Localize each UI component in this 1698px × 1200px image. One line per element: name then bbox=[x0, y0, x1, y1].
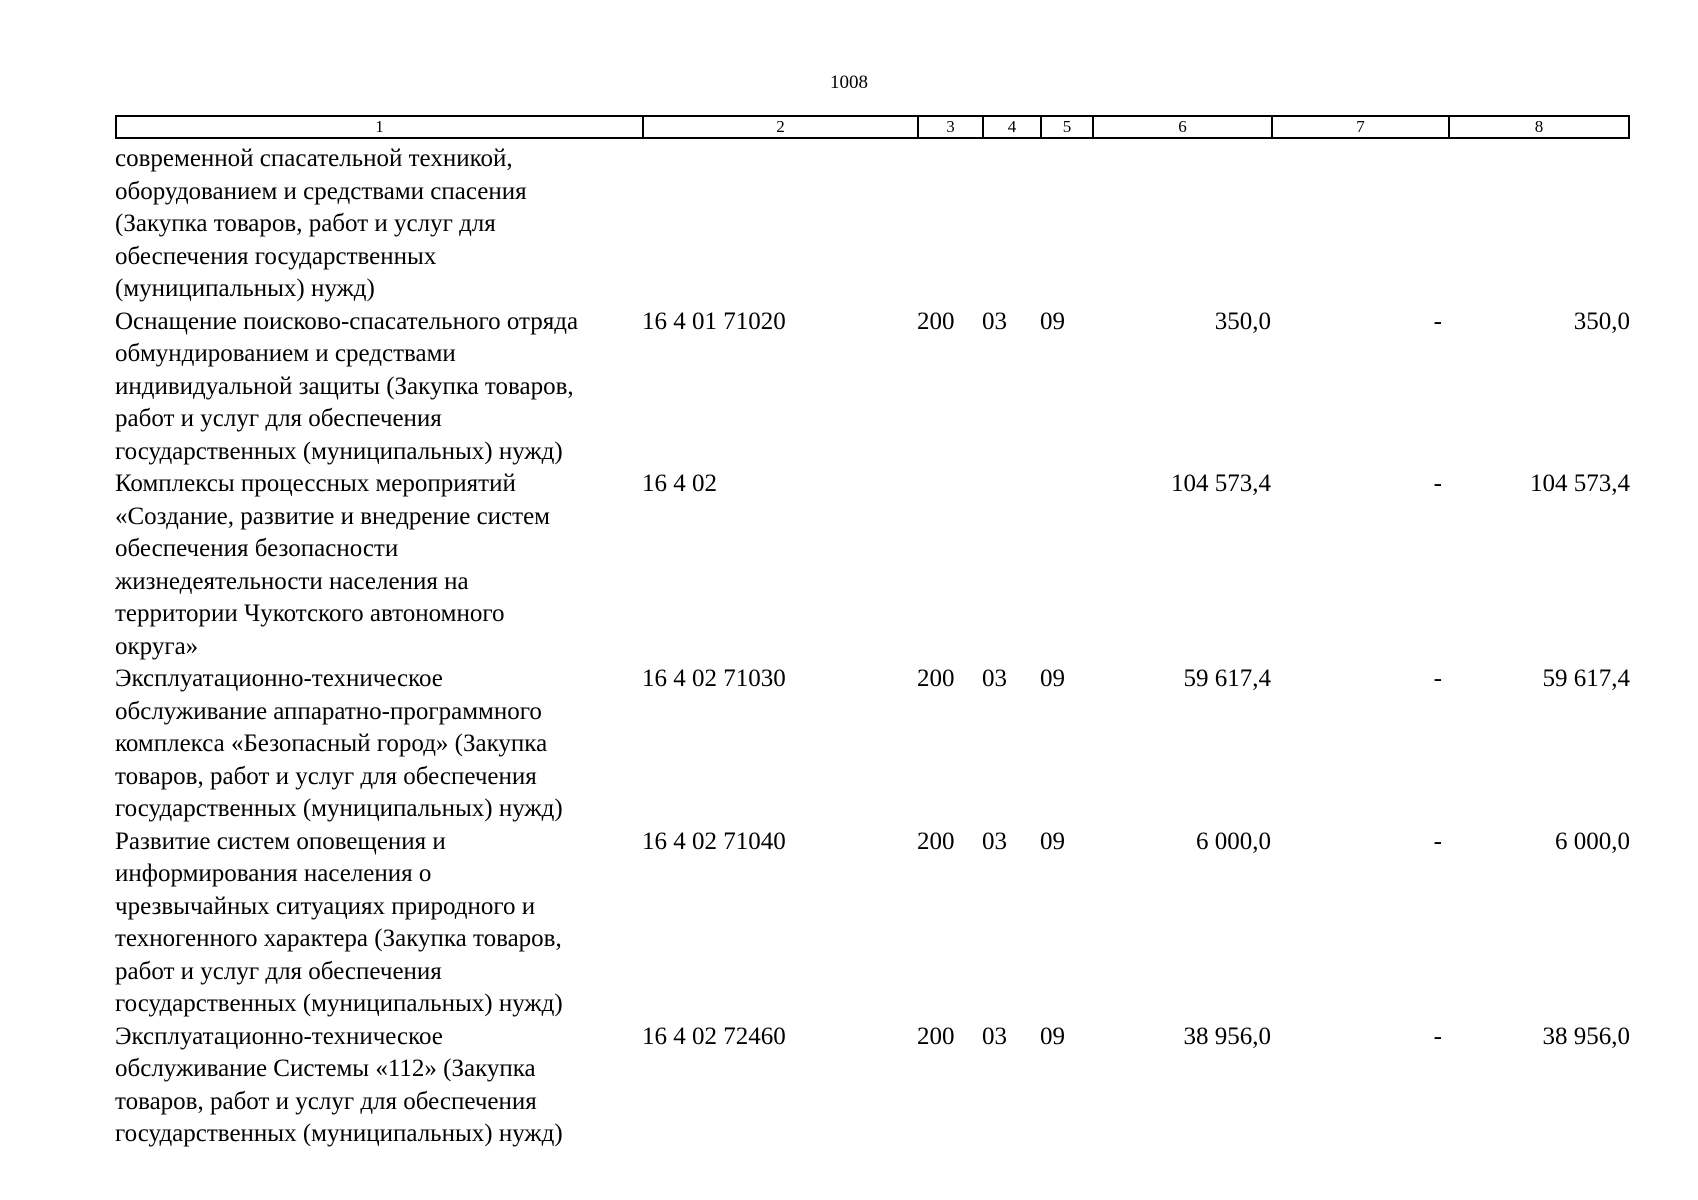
row-regional: 350,0 bbox=[1573, 307, 1630, 335]
header-col-2: 2 bbox=[644, 117, 919, 137]
row-rz: 03 bbox=[982, 1022, 1007, 1050]
row-total: 104 573,4 bbox=[1171, 470, 1271, 497]
row-federal bbox=[1271, 143, 1448, 306]
row-pr bbox=[1040, 468, 1092, 663]
row-total: 38 956,0 bbox=[1183, 1022, 1271, 1050]
table-header-row bbox=[115, 115, 1630, 139]
row-name: современной спасательной техникой, оборудованием и средствами спасения (Закупка товаров, работ и услуг для обеспечения государственных (муниципальных) нужд) bbox=[115, 145, 527, 302]
row-vr: 200 bbox=[917, 665, 955, 692]
row-csr: 16 4 02 72460 bbox=[642, 1022, 786, 1050]
row-regional bbox=[1448, 143, 1630, 306]
row-federal: - bbox=[1433, 1022, 1442, 1050]
header-col-8: 8 bbox=[1534, 117, 1544, 136]
row-regional: 6 000,0 bbox=[1555, 827, 1630, 855]
row-csr bbox=[642, 143, 917, 306]
page-number: 1008 bbox=[830, 72, 868, 93]
row-pr: 09 bbox=[1040, 665, 1065, 692]
row-rz bbox=[982, 468, 1040, 663]
row-regional: 104 573,4 bbox=[1530, 470, 1630, 497]
row-csr: 16 4 02 bbox=[642, 470, 717, 497]
row-federal: - bbox=[1433, 665, 1442, 692]
row-total: 6 000,0 bbox=[1196, 827, 1271, 855]
row-csr: 16 4 01 71020 bbox=[642, 307, 786, 335]
row-vr bbox=[917, 143, 982, 306]
row-pr bbox=[1040, 143, 1092, 306]
row-regional: 38 956,0 bbox=[1542, 1022, 1630, 1050]
row-csr: 16 4 02 71040 bbox=[642, 827, 786, 855]
row-pr: 09 bbox=[1040, 307, 1065, 335]
row-name: Оснащение поисково-спасательного отряда обмундированием и средствами индивидуальной защиты (Закупка товаров, работ и услуг для обеспечения государственных (муниципальных) нужд) bbox=[115, 307, 579, 465]
table-row bbox=[115, 1021, 1630, 1151]
row-total bbox=[1092, 143, 1271, 306]
row-rz: 03 bbox=[982, 827, 1007, 855]
table-row bbox=[115, 306, 1630, 469]
row-total: 350,0 bbox=[1214, 307, 1271, 335]
row-rz bbox=[982, 143, 1040, 306]
row-vr: 200 bbox=[917, 827, 955, 855]
row-pr: 09 bbox=[1040, 827, 1065, 855]
row-federal: - bbox=[1433, 307, 1442, 335]
row-vr bbox=[917, 468, 982, 663]
header-col-4: 4 bbox=[984, 117, 1042, 137]
row-name: Развитие систем оповещения и информирования населения о чрезвычайных ситуациях природного и техногенного характера (Закупка товаров, работ и услуг для обеспечения государственных (муниципальных) нужд) bbox=[115, 827, 563, 1017]
header-col-6: 6 bbox=[1094, 117, 1273, 137]
row-pr: 09 bbox=[1040, 1022, 1065, 1050]
header-col-1: 1 bbox=[117, 117, 644, 137]
table-body bbox=[115, 143, 1630, 1151]
row-federal: - bbox=[1433, 827, 1442, 855]
header-col-5: 5 bbox=[1042, 117, 1094, 137]
table-row bbox=[115, 663, 1630, 826]
row-csr: 16 4 02 71030 bbox=[642, 665, 786, 692]
table-row bbox=[115, 826, 1630, 1021]
row-name: Комплексы процессных мероприятий «Создание, развитие и внедрение систем обеспечения безопасности жизнедеятельности населения на территории Чукотского автономного округа» bbox=[115, 470, 550, 660]
row-name: Эксплуатационно-техническое обслуживание Системы «112» (Закупка товаров, работ и услуг для обеспечения государственных (муниципальных) нужд) bbox=[115, 1022, 563, 1147]
row-federal: - bbox=[1433, 470, 1442, 497]
row-rz: 03 bbox=[982, 307, 1007, 335]
row-total: 59 617,4 bbox=[1183, 665, 1271, 692]
row-rz: 03 bbox=[982, 665, 1007, 692]
header-col-7: 7 bbox=[1273, 117, 1450, 137]
row-vr: 200 bbox=[917, 1022, 955, 1050]
row-vr: 200 bbox=[917, 307, 955, 335]
row-regional: 59 617,4 bbox=[1542, 665, 1630, 692]
table-row bbox=[115, 143, 1630, 306]
row-name: Эксплуатационно-техническое обслуживание аппаратно-программного комплекса «Безопасный город» (Закупка товаров, работ и услуг для обеспечения государственных (муниципальных) нужд) bbox=[115, 665, 563, 822]
header-col-3: 3 bbox=[919, 117, 984, 137]
table-row bbox=[115, 468, 1630, 663]
